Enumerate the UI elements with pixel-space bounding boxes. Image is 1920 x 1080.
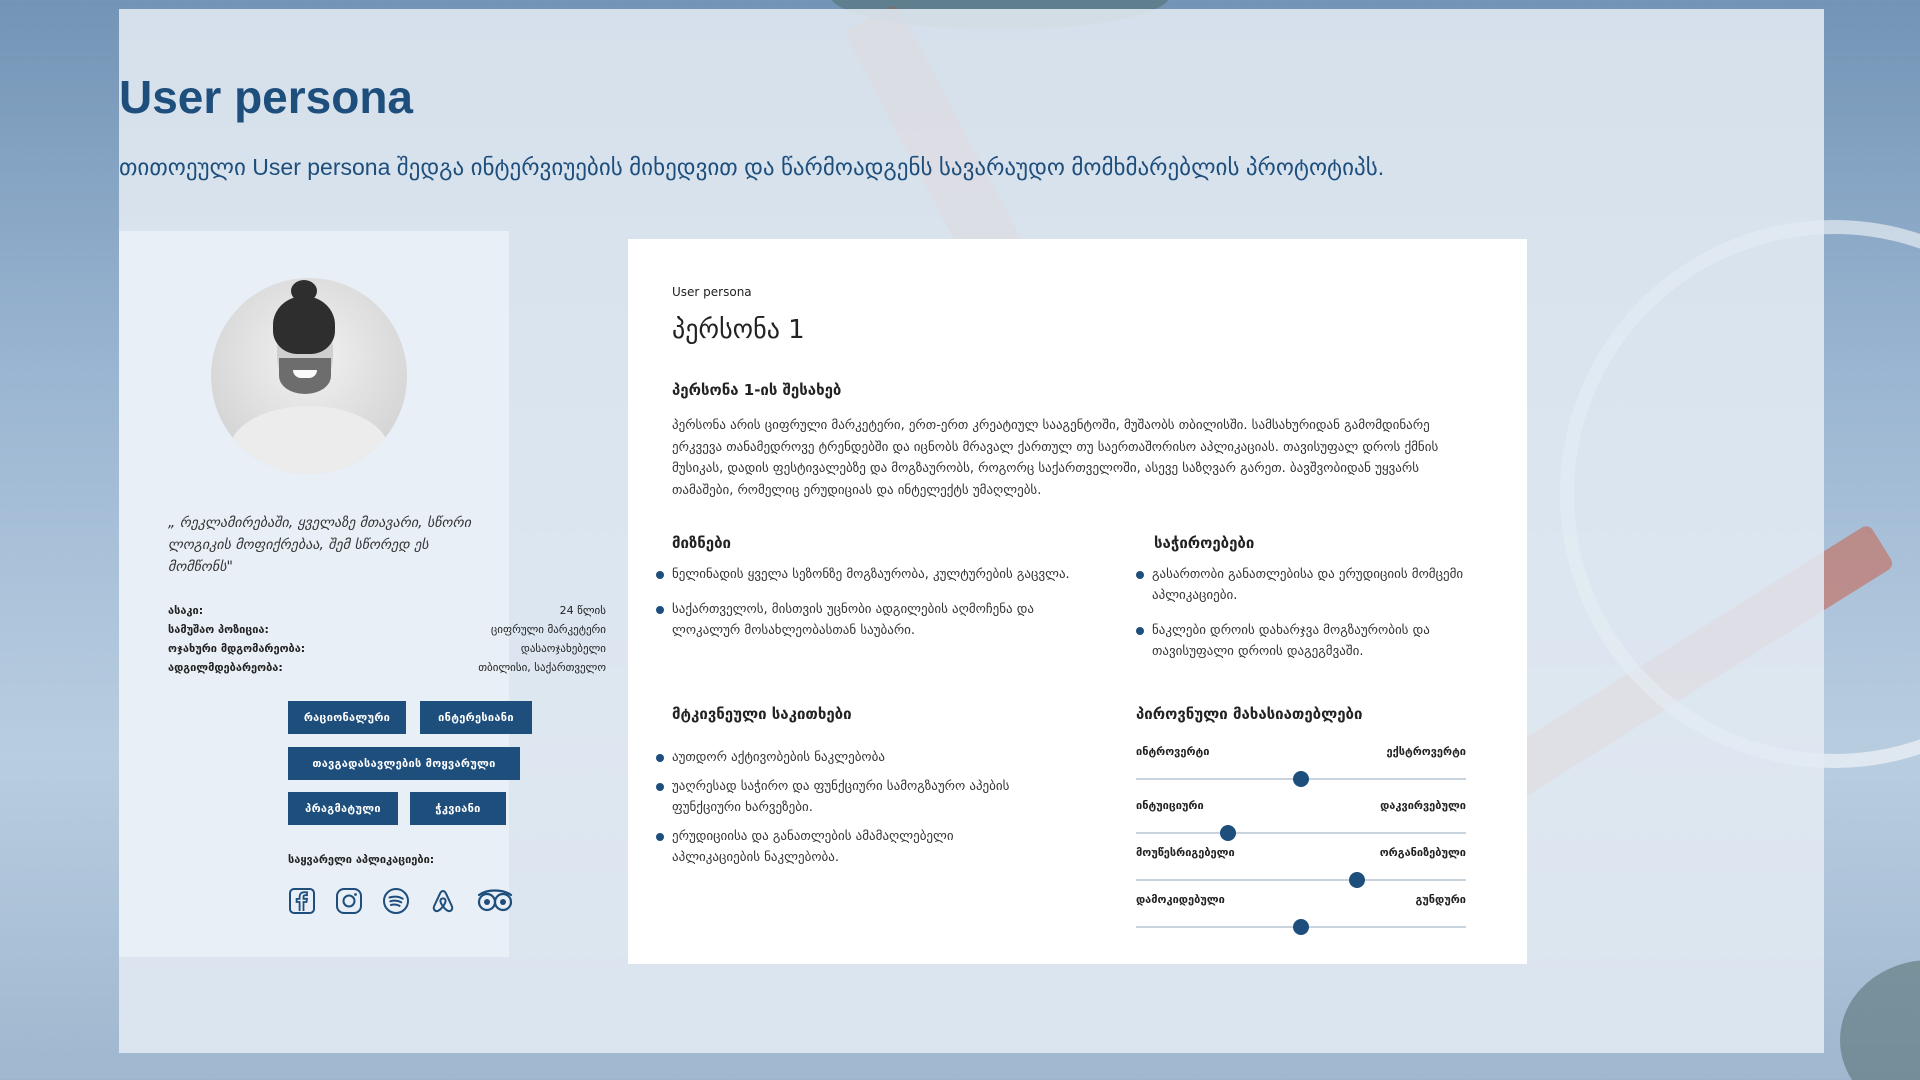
- trait-right-label: გუნდური: [1415, 893, 1466, 906]
- concerns-heading: საჭიროებები: [1154, 534, 1255, 552]
- tag-pragmatic: პრაგმატული: [288, 792, 398, 825]
- avatar: [211, 278, 407, 474]
- trait-right-label: ორგანიზებული: [1379, 846, 1466, 859]
- instagram-icon: [334, 886, 364, 916]
- persona-name: პერსონა 1: [672, 315, 805, 345]
- tag-smart: ჭკვიანი: [410, 792, 506, 825]
- persona-details-card: [628, 239, 1527, 964]
- facebook-icon: [287, 886, 317, 916]
- slider-track: [1136, 879, 1466, 881]
- trait-right-label: დაკვირვებული: [1380, 799, 1466, 812]
- trait-left-label: ინტროვერტი: [1136, 745, 1210, 758]
- fact-label: ოჯახური მდგომარეობა:: [168, 642, 306, 655]
- details-label: User persona: [672, 285, 752, 299]
- persona-quote: „ რეკლამირებაში, ყველაზე მთავარი, სწორი ლოგიკის მოფიქრებაა, შემ სწორედ ეს მომწონს": [168, 515, 471, 575]
- trait-right-label: ექსტროვერტი: [1386, 745, 1466, 758]
- fact-label: სამუშაო პოზიცია:: [168, 623, 269, 636]
- fact-value: დასაოჯახებელი: [520, 642, 606, 655]
- fact-age: [168, 604, 606, 623]
- fact-location: [168, 661, 606, 680]
- slider-knob: [1220, 825, 1236, 841]
- goals-list: [656, 564, 1076, 641]
- fact-label: ასაკი:: [168, 604, 204, 617]
- tag-interested: ინტერესიანი: [420, 701, 532, 734]
- trait-left-label: დამოკიდებული: [1136, 893, 1225, 906]
- fact-value: თბილისი, საქართველო: [478, 661, 606, 674]
- page-subtitle: თითოეული User persona შედგა ინტერვიუების მიხედვით და წარმოადგენს სავარაუდო მომხმარებლის პროტოტიპს.: [119, 154, 1385, 180]
- trait-slider: [1136, 745, 1466, 785]
- list-item: ნელინადის ყველა სეზონზე მოგზაურობა, კულტურების გაცვლა.: [656, 564, 1076, 585]
- trait-slider: [1136, 893, 1466, 933]
- list-item: ერუდიციისა და განათლების ამამაღლებელი აპლიკაციების ნაკლებობა.: [656, 826, 1036, 868]
- tripadvisor-icon: [475, 886, 515, 916]
- about-heading: პერსონა 1-ის შესახებ: [672, 381, 842, 399]
- profile-facts: [168, 604, 606, 680]
- fact-family-status: [168, 642, 606, 661]
- concerns-list: [1136, 564, 1476, 662]
- pains-list: [656, 747, 1036, 868]
- spotify-icon: [381, 886, 411, 916]
- page-title: User persona: [119, 71, 414, 123]
- goals-heading: მიზნები: [672, 534, 731, 552]
- favorite-apps-label: საყვარელი აპლიკაციები:: [288, 853, 435, 866]
- fact-value: 24 წლის: [559, 604, 606, 617]
- fact-label: ადგილმდებარეობა:: [168, 661, 283, 674]
- fact-value: ციფრული მარკეტერი: [491, 623, 606, 636]
- trait-left-label: ინტუიციური: [1136, 799, 1204, 812]
- slider-knob: [1349, 872, 1365, 888]
- slider-knob: [1293, 771, 1309, 787]
- list-item: საქართველოს, მისთვის უცნობი ადგილების აღმოჩენა და ლოკალურ მოსახლეობასთან საუბარი.: [656, 599, 1076, 641]
- trait-slider: [1136, 799, 1466, 839]
- trait-left-label: მოუწესრიგებელი: [1136, 846, 1235, 859]
- slider-knob: [1293, 919, 1309, 935]
- list-item: აუთდორ აქტივობების ნაკლებობა: [656, 747, 1036, 768]
- list-item: უაღრესად საჭირო და ფუნქციური სამოგზაურო აპების ფუნქციური ხარვეზები.: [656, 776, 1036, 818]
- slider-track: [1136, 832, 1466, 834]
- pains-heading: მტკივნეული საკითხები: [672, 705, 852, 723]
- tag-rational: რაციონალური: [288, 701, 406, 734]
- fact-position: [168, 623, 606, 642]
- background-cabin: [1840, 960, 1920, 1080]
- trait-slider: [1136, 846, 1466, 886]
- list-item: ნაკლები დროის დახარჯვა მოგზაურობის და თავისუფალი დროის დაგეგმვაში.: [1136, 620, 1476, 662]
- traits-heading: პიროვნული მახასიათებლები: [1136, 705, 1363, 723]
- tag-adventurous: თავგადასავლების მოყვარული: [288, 747, 520, 780]
- list-item: გასართობი განათლებისა და ერუდიციის მომცემი აპლიკაციები.: [1136, 564, 1476, 606]
- about-text: პერსონა არის ციფრული მარკეტერი, ერთ-ერთ კრეატიულ სააგენტოში, მუშაობს თბილისში. სამსახურიდან გამომდინარე ერკვევა თანამედროვე ტრენდებში და იცნობს მრავალ ქართულ თუ საერთაშორისო აპლიკაციას. თავისუფალ დროს ქმნის მუსიკას, დადის ფესტივალებზე და მოგზაურობს, როგორც საქართველოში, ასევე საზღვარ გარეთ. ბავშვობიდან უყვარს თამაშები, რომელიც ერუდიციას და ინტელექტს უმაღლებს.: [672, 418, 1439, 498]
- airbnb-icon: [428, 886, 458, 916]
